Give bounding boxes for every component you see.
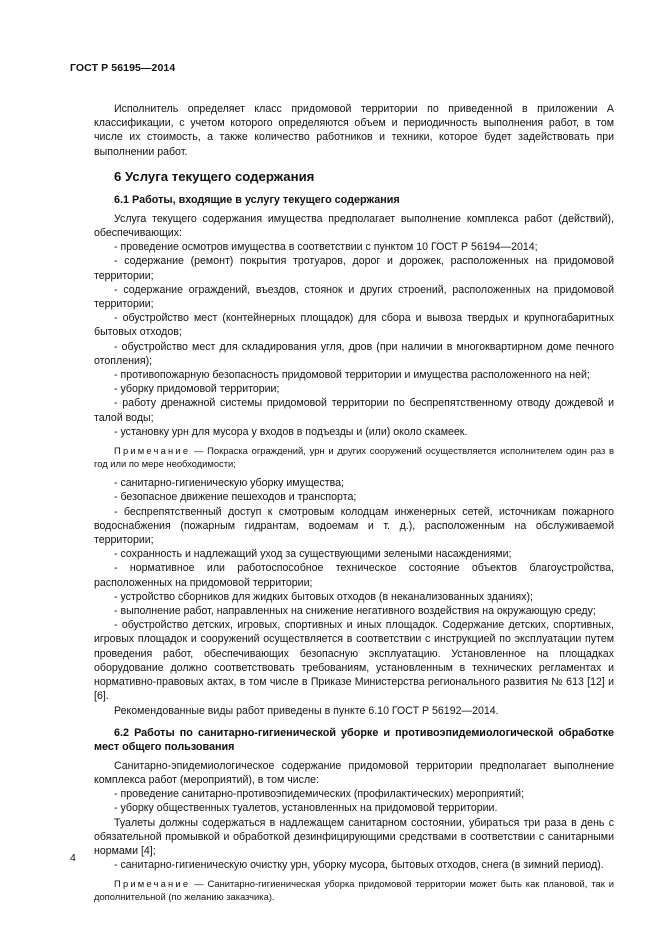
list-item: - проведение санитарно-противоэпидемических (профилактических) мероприятий; (114, 788, 525, 801)
list-item: - обустройство мест для складирования угля, дров (при наличии в многоквартирном доме печного отопления); (94, 340, 614, 367)
section-6-1-title: 6.1 Работы, входящие в услугу текущего содержания (114, 193, 400, 206)
note-2-text: — Санитарно-гигиеническая уборка придомовой территории может быть как плановой, так и дополнительной (по желанию заказчика). (94, 878, 614, 902)
section-6-1-intro: Услуга текущего содержания имущества предполагает выполнение комплекса работ (действий), обеспечивающих: (94, 212, 614, 240)
list-item: - обустройство детских, игровых, спортивных и иных площадок. Содержание детских, спортивных, игровых площадок и сооружений осуществляется в соответствии с инструкцией по эксплуатации путем проведения работ, обеспечивающих безопасную эксплуатацию. Установленное на площадках оборудование должно соответствовать требованиям, установленным в технических регламентах и нормативно-правовых актах, в том числе в Приказе Министерства регионального развития № 613 [12] и [6]. (94, 619, 614, 703)
section-6-title: 6 Услуга текущего содержания (114, 168, 315, 184)
section-6-2-intro: Санитарно-эпидемиологическое содержание придомовой территории предполагает выполнение комплекса работ (мероприятий), в том числе: (94, 759, 614, 786)
section-6-1-closing: Рекомендованные виды работ приведены в пункте 6.10 ГОСТ Р 56192—2014. (114, 704, 499, 717)
list-item: - работу дренажной системы придомовой территории по беспрепятственному отводу дождевой и талой воды; (94, 397, 614, 424)
document-body (94, 102, 614, 910)
list-item: - уборку придомовой территории; (114, 383, 280, 396)
list-item: - безопасное движение пешеходов и транспорта; (114, 491, 357, 504)
note-1-text: — Покраска ограждений, урн и других сооружений осуществляется исполнителем один раз в год или по мере необходимости; (94, 445, 614, 469)
note-1-label: Примечание (114, 445, 191, 457)
list-item: - обустройство мест (контейнерных площадок) для сбора и вывоза твердых и крупногабаритных бытовых отходов; (94, 312, 614, 339)
list-item: - устройство сборников для жидких бытовых отходов (в неканализованных зданиях); (114, 590, 533, 603)
list-item: - проведение осмотров имущества в соответствии с пунктом 10 ГОСТ Р 56194—2014; (114, 241, 538, 254)
note-2-label: Примечание (114, 878, 191, 890)
list-item: - беспрепятственный доступ к смотровым колодцам инженерных сетей, источникам пожарного водоснабжения (пожарным гидрантам, водоемам и т. д.), расположенным на обслуживаемой территории; (94, 505, 614, 547)
page-number: 4 (70, 852, 76, 864)
list-item: - установку урн для мусора у входов в подъезды и (или) около скамеек. (114, 425, 468, 438)
document-header: ГОСТ Р 56195—2014 (70, 62, 176, 74)
list-item: - содержание (ремонт) покрытия тротуаров, дорог и дорожек, расположенных на придомовой территории; (94, 255, 614, 282)
list-item: - выполнение работ, направленных на снижение негативного воздействия на окружающую среду; (114, 605, 596, 618)
section-6-2-title: 6.2 Работы по санитарно-гигиенической уборке и противоэпидемиологической обработке мест общего пользования (94, 726, 614, 753)
list-item: - сохранность и надлежащий уход за существующими зелеными насаждениями; (114, 548, 512, 561)
note-1 (94, 445, 614, 470)
list-item: - содержание ограждений, въездов, стоянок и других строений, расположенных на придомовой территории; (94, 283, 614, 311)
list-item: - нормативное или работоспособное техническое состояние объектов благоустройства, расположенных на придомовой территории; (94, 562, 614, 589)
note-2 (94, 878, 614, 903)
list-item: - противопожарную безопасность придомовой территории и имущества расположенного на ней; (114, 369, 590, 382)
list-item: - уборку общественных туалетов, установленных на придомовой территории. (114, 802, 498, 815)
intro-paragraph: Исполнитель определяет класс придомовой территории по приведенной в приложении А классификации, с учетом которого определяются объем и периодичность выполнения работ, в том числе их стоимость, а также количество работников и техники, которое будет задействовать при выполнении работ. (94, 103, 614, 158)
list-item: - санитарно-гигиеническую уборку имущества; (114, 477, 344, 490)
list-item: - санитарно-гигиеническую очистку урн, уборку мусора, бытовых отходов, снега (в зимний период). (114, 859, 604, 872)
section-6-2-paragraph: Туалеты должны содержаться в надлежащем санитарном состоянии, убираться три раза в день с обязательной промывкой и обработкой дезинфицирующими средствами в соответствии с санитарными нормами [4]; (94, 816, 614, 857)
